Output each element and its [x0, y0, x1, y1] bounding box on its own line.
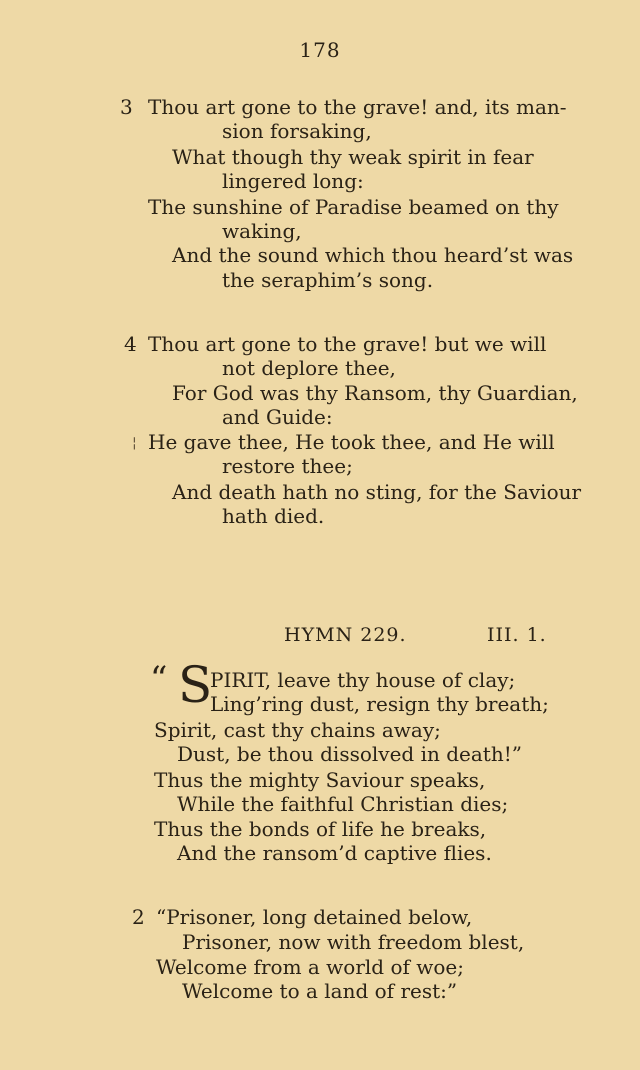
verse-line: waking,	[222, 219, 302, 243]
verse-line: hath died.	[222, 504, 325, 528]
verse-line: sion forsaking,	[222, 119, 372, 143]
verse-line: not deplore thee,	[222, 356, 396, 380]
page-number: 178	[299, 38, 341, 62]
verse-number: 2	[132, 905, 145, 929]
hymn-line: And the ransom’d captive flies.	[177, 841, 492, 865]
hymn-line: Prisoner, now with freedom blest,	[182, 930, 525, 954]
verse-line: and Guide:	[222, 405, 333, 429]
verse-line: restore thee;	[222, 454, 353, 478]
verse-line: the seraphim’s song.	[222, 268, 434, 292]
hymn-line: While the faithful Christian dies;	[177, 792, 509, 816]
verse-number: 4	[124, 332, 137, 356]
hymn-line: Spirit, cast thy chains away;	[154, 718, 441, 742]
verse-line: And the sound which thou heard’st was	[172, 243, 574, 267]
hymn-line: “Prisoner, long detained below,	[156, 905, 473, 929]
verse-line: What though thy weak spirit in fear	[172, 145, 534, 169]
hymn-meter: III. 1.	[487, 624, 547, 646]
hymn-line: Ling’ring dust, resign thy breath;	[210, 692, 549, 716]
verse-line: Thou art gone to the grave! but we will	[148, 332, 547, 356]
margin-mark: ¦	[132, 435, 137, 451]
hymn-line: Thus the bonds of life he breaks,	[154, 817, 487, 841]
hymn-line: PIRIT, leave thy house of clay;	[210, 668, 516, 692]
hymn-title: HYMN 229.	[284, 624, 407, 646]
verse-line: lingered long:	[222, 169, 364, 193]
verse-number: 3	[120, 95, 133, 119]
verse-line: For God was thy Ransom, thy Guardian,	[172, 381, 578, 405]
verse-line: And death hath no sting, for the Saviour	[172, 480, 582, 504]
verse-line: The sunshine of Paradise beamed on thy	[148, 195, 559, 219]
drop-cap: S	[178, 656, 213, 714]
verse-line: Thou art gone to the grave! and, its man-	[148, 95, 567, 119]
hymn-line: Welcome from a world of woe;	[156, 955, 464, 979]
hymn-line: Dust, be thou dissolved in death!”	[177, 742, 522, 766]
verse-line: He gave thee, He took thee, and He will	[148, 430, 555, 454]
hymn-line: Thus the mighty Saviour speaks,	[154, 768, 486, 792]
opening-quote: “	[150, 659, 168, 699]
hymn-line: Welcome to a land of rest:”	[182, 979, 458, 1003]
